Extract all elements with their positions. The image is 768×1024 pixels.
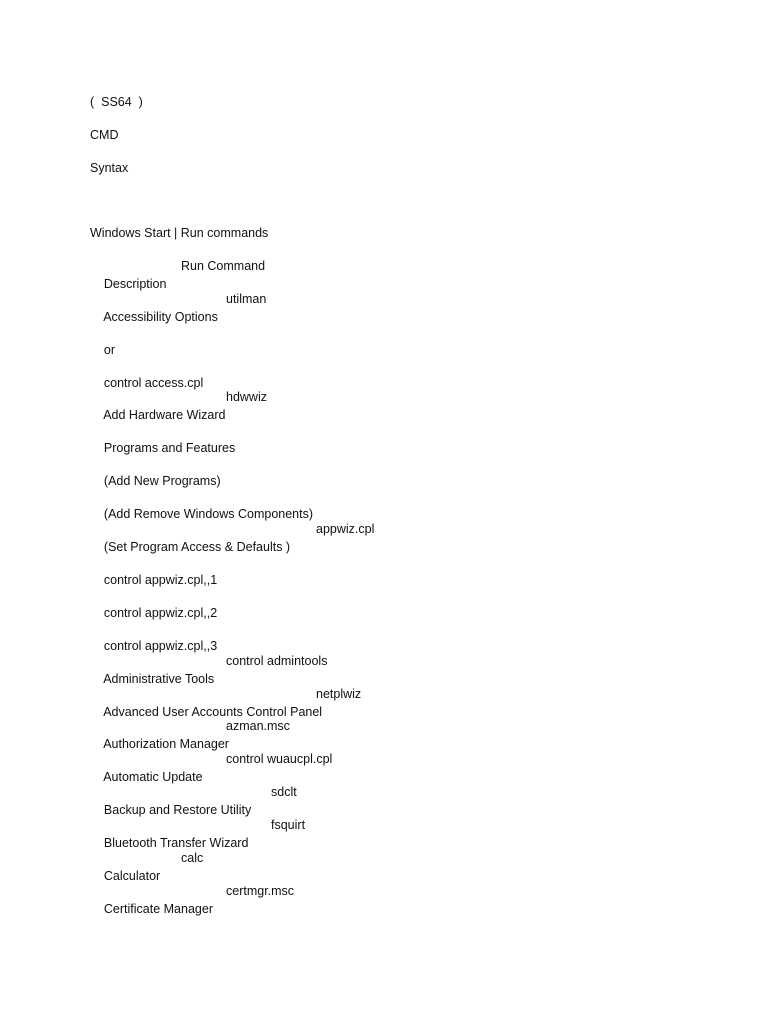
row-description: Accessibility Options [103,310,218,324]
description-header: Description [103,277,167,291]
row-command: calc [181,851,204,865]
row-description: control access.cpl [103,376,204,390]
table-row [90,685,362,719]
table-row [90,553,218,587]
ss64-label: ( SS64 ) [90,95,143,109]
cmd-heading: CMD [90,128,119,142]
row-command: fsquirt [271,818,306,832]
row-description: Calculator [103,869,161,883]
syntax-heading: Syntax [90,161,129,175]
table-row [90,619,218,653]
row-command: hdwwiz [226,390,267,404]
table-row [90,652,328,686]
table-row [90,520,375,554]
row-description: Administrative Tools [103,672,215,686]
row-command: utilman [226,292,267,306]
table-row [90,388,267,422]
row-description: Advanced User Accounts Control Panel [103,705,323,719]
row-description: Add Hardware Wizard [103,408,226,422]
table-row [90,816,306,850]
row-description: control appwiz.cpl,,3 [103,639,218,653]
row-command: appwiz.cpl [316,522,375,536]
table-row [90,717,290,751]
table-row [90,356,204,390]
row-command: sdclt [271,785,297,799]
table-row [90,323,116,357]
row-command: certmgr.msc [226,884,295,898]
table-row [90,487,314,521]
row-description: Programs and Features [103,441,236,455]
run-command-header: Run Command [181,259,266,273]
row-description: (Set Program Access & Defaults ) [103,540,291,554]
row-command: control wuaucpl.cpl [226,752,333,766]
table-row [90,421,236,455]
table-row [90,882,295,916]
row-description: (Add Remove Windows Components) [103,507,314,521]
section-title: Windows Start | Run commands [90,226,269,240]
table-row [90,783,297,817]
row-description: control appwiz.cpl,,1 [103,573,218,587]
row-description: Backup and Restore Utility [103,803,252,817]
row-description: (Add New Programs) [103,474,221,488]
table-row [90,454,221,488]
row-command: azman.msc [226,719,290,733]
table-header [90,257,266,291]
table-row [90,750,333,784]
row-description: or [103,343,116,357]
row-command: control admintools [226,654,328,668]
row-description: Certificate Manager [103,902,213,916]
row-command: netplwiz [316,687,362,701]
row-description: Automatic Update [103,770,203,784]
row-description: control appwiz.cpl,,2 [103,606,218,620]
table-row [90,290,267,324]
table-row [90,849,204,883]
row-description: Bluetooth Transfer Wizard [103,836,249,850]
row-description: Authorization Manager [103,737,229,751]
table-row [90,586,218,620]
